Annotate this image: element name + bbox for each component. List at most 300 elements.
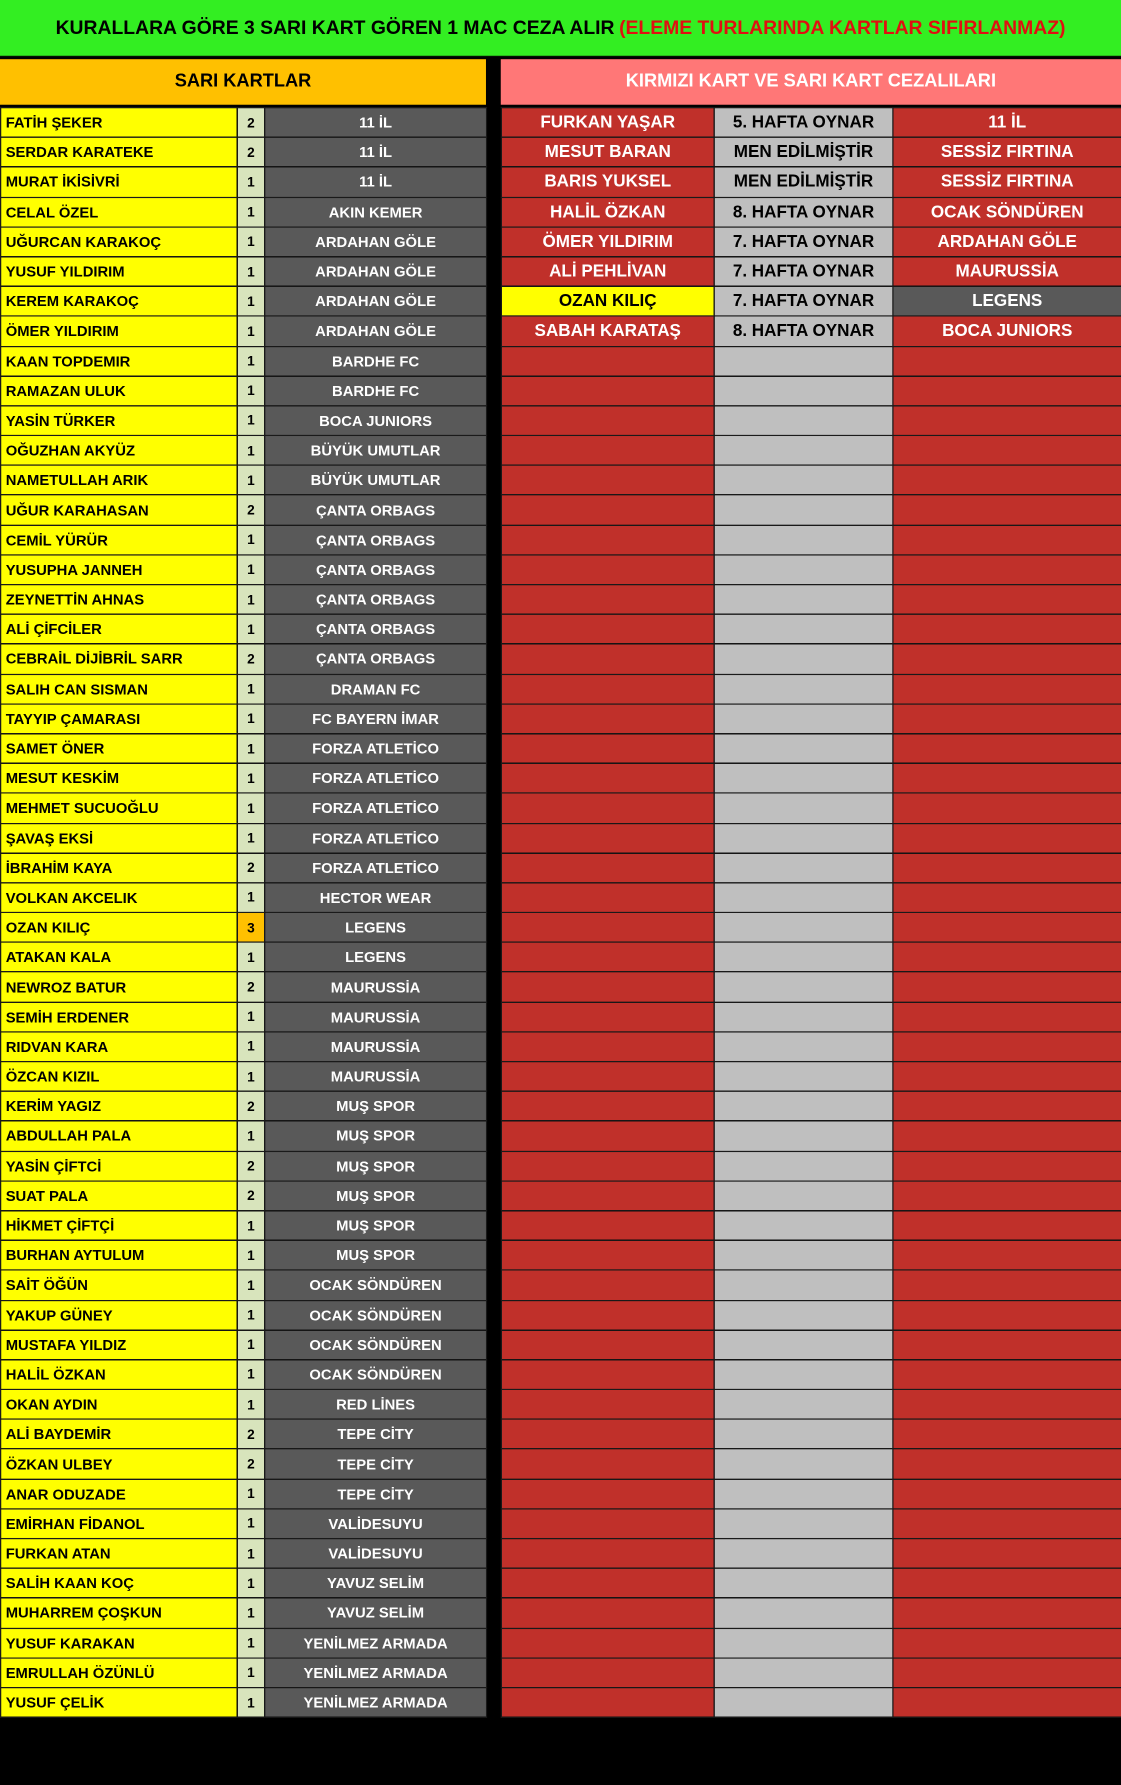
player-name[interactable]: TAYYIP ÇAMARASI bbox=[1, 704, 238, 734]
penalty-status[interactable] bbox=[714, 853, 893, 883]
penalty-player[interactable] bbox=[501, 704, 714, 734]
penalty-team[interactable] bbox=[893, 942, 1121, 972]
card-count[interactable]: 1 bbox=[237, 167, 264, 197]
player-name[interactable]: YUSUPHA JANNEH bbox=[1, 555, 238, 585]
penalty-player[interactable] bbox=[501, 793, 714, 823]
penalty-player[interactable] bbox=[501, 1091, 714, 1121]
team-name[interactable]: HECTOR WEAR bbox=[265, 883, 487, 913]
player-name[interactable]: YUSUF KARAKAN bbox=[1, 1628, 238, 1658]
penalty-status[interactable] bbox=[714, 1539, 893, 1569]
card-count[interactable]: 1 bbox=[237, 1270, 264, 1300]
penalty-status[interactable]: 8. HAFTA OYNAR bbox=[714, 316, 893, 346]
player-name[interactable]: OĞUZHAN AKYÜZ bbox=[1, 436, 238, 466]
player-name[interactable]: SUAT PALA bbox=[1, 1181, 238, 1211]
penalty-player[interactable]: SABAH KARATAŞ bbox=[501, 316, 714, 346]
card-count[interactable]: 1 bbox=[237, 525, 264, 555]
penalty-status[interactable] bbox=[714, 912, 893, 942]
team-name[interactable]: LEGENS bbox=[265, 942, 487, 972]
team-name[interactable]: ÇANTA ORBAGS bbox=[265, 614, 487, 644]
penalty-team[interactable] bbox=[893, 1181, 1121, 1211]
penalty-player[interactable] bbox=[501, 585, 714, 615]
card-count[interactable]: 1 bbox=[237, 1211, 264, 1241]
penalty-status[interactable] bbox=[714, 406, 893, 436]
card-count[interactable]: 1 bbox=[237, 1032, 264, 1062]
penalty-player[interactable] bbox=[501, 912, 714, 942]
card-count[interactable]: 1 bbox=[237, 197, 264, 227]
player-name[interactable]: MUSTAFA YILDIZ bbox=[1, 1330, 238, 1360]
penalty-status[interactable] bbox=[714, 1628, 893, 1658]
penalty-player[interactable] bbox=[501, 644, 714, 674]
team-name[interactable]: VALİDESUYU bbox=[265, 1509, 487, 1539]
penalty-status[interactable] bbox=[714, 1240, 893, 1270]
penalty-status[interactable] bbox=[714, 1151, 893, 1181]
card-count[interactable]: 1 bbox=[237, 883, 264, 913]
card-count[interactable]: 1 bbox=[237, 1300, 264, 1330]
penalty-status[interactable] bbox=[714, 376, 893, 406]
penalty-player[interactable] bbox=[501, 495, 714, 525]
penalty-status[interactable] bbox=[714, 972, 893, 1002]
player-name[interactable]: EMRULLAH ÖZÜNLÜ bbox=[1, 1658, 238, 1688]
team-name[interactable]: TEPE CİTY bbox=[265, 1419, 487, 1449]
penalty-player[interactable] bbox=[501, 883, 714, 913]
penalty-team[interactable] bbox=[893, 823, 1121, 853]
penalty-status[interactable] bbox=[714, 1389, 893, 1419]
card-count[interactable]: 2 bbox=[237, 108, 264, 138]
penalty-player[interactable] bbox=[501, 1240, 714, 1270]
penalty-team[interactable]: MAURUSSİA bbox=[893, 257, 1121, 287]
player-name[interactable]: ÖZCAN KIZIL bbox=[1, 1062, 238, 1092]
penalty-team[interactable] bbox=[893, 853, 1121, 883]
player-name[interactable]: MESUT KESKİM bbox=[1, 763, 238, 793]
penalty-team[interactable] bbox=[893, 972, 1121, 1002]
penalty-team[interactable] bbox=[893, 495, 1121, 525]
penalty-status[interactable] bbox=[714, 1062, 893, 1092]
penalty-status[interactable] bbox=[714, 1419, 893, 1449]
team-name[interactable]: ARDAHAN GÖLE bbox=[265, 316, 487, 346]
player-name[interactable]: SEMİH ERDENER bbox=[1, 1002, 238, 1032]
player-name[interactable]: YASİN ÇİFTCİ bbox=[1, 1151, 238, 1181]
penalty-player[interactable] bbox=[501, 1360, 714, 1390]
penalty-player[interactable] bbox=[501, 1419, 714, 1449]
penalty-team[interactable]: ARDAHAN GÖLE bbox=[893, 227, 1121, 257]
penalty-team[interactable] bbox=[893, 1300, 1121, 1330]
player-name[interactable]: CEBRAİL DİJİBRİL SARR bbox=[1, 644, 238, 674]
team-name[interactable]: BARDHE FC bbox=[265, 346, 487, 376]
card-count[interactable]: 2 bbox=[237, 644, 264, 674]
penalty-player[interactable] bbox=[501, 614, 714, 644]
card-count[interactable]: 2 bbox=[237, 1449, 264, 1479]
penalty-player[interactable]: ÖMER YILDIRIM bbox=[501, 227, 714, 257]
penalty-team[interactable]: SESSİZ FIRTINA bbox=[893, 137, 1121, 167]
card-count[interactable]: 1 bbox=[237, 555, 264, 585]
penalty-player[interactable] bbox=[501, 1628, 714, 1658]
penalty-player[interactable]: MESUT BARAN bbox=[501, 137, 714, 167]
penalty-team[interactable] bbox=[893, 734, 1121, 764]
card-count[interactable]: 1 bbox=[237, 674, 264, 704]
player-name[interactable]: YUSUF ÇELİK bbox=[1, 1688, 238, 1718]
team-name[interactable]: DRAMAN FC bbox=[265, 674, 487, 704]
player-name[interactable]: ÖZKAN ULBEY bbox=[1, 1449, 238, 1479]
card-count[interactable]: 2 bbox=[237, 1181, 264, 1211]
penalty-team[interactable] bbox=[893, 1002, 1121, 1032]
penalty-status[interactable] bbox=[714, 674, 893, 704]
player-name[interactable]: OKAN AYDIN bbox=[1, 1389, 238, 1419]
penalty-team[interactable]: OCAK SÖNDÜREN bbox=[893, 197, 1121, 227]
team-name[interactable]: MAURUSSİA bbox=[265, 972, 487, 1002]
player-name[interactable]: ZEYNETTİN AHNAS bbox=[1, 585, 238, 615]
penalty-team[interactable] bbox=[893, 1419, 1121, 1449]
player-name[interactable]: RIDVAN KARA bbox=[1, 1032, 238, 1062]
penalty-status[interactable]: 7. HAFTA OYNAR bbox=[714, 227, 893, 257]
penalty-status[interactable] bbox=[714, 1181, 893, 1211]
card-count[interactable]: 1 bbox=[237, 1389, 264, 1419]
card-count[interactable]: 1 bbox=[237, 1121, 264, 1151]
penalty-team[interactable] bbox=[893, 1658, 1121, 1688]
penalty-status[interactable] bbox=[714, 1270, 893, 1300]
penalty-team[interactable] bbox=[893, 674, 1121, 704]
penalty-player[interactable] bbox=[501, 1270, 714, 1300]
team-name[interactable]: MUŞ SPOR bbox=[265, 1181, 487, 1211]
penalty-team[interactable] bbox=[893, 763, 1121, 793]
penalty-team[interactable] bbox=[893, 614, 1121, 644]
penalty-player[interactable] bbox=[501, 1151, 714, 1181]
penalty-status[interactable] bbox=[714, 1509, 893, 1539]
penalty-player[interactable] bbox=[501, 823, 714, 853]
penalty-player[interactable]: OZAN KILIÇ bbox=[501, 286, 714, 316]
card-count[interactable]: 2 bbox=[237, 1151, 264, 1181]
penalty-team[interactable] bbox=[893, 793, 1121, 823]
penalty-status[interactable] bbox=[714, 346, 893, 376]
penalty-team[interactable] bbox=[893, 1479, 1121, 1509]
player-name[interactable]: SALIH CAN SISMAN bbox=[1, 674, 238, 704]
penalty-status[interactable] bbox=[714, 436, 893, 466]
card-count[interactable]: 2 bbox=[237, 1419, 264, 1449]
card-count[interactable]: 1 bbox=[237, 734, 264, 764]
penalty-status[interactable] bbox=[714, 793, 893, 823]
player-name[interactable]: SAİT ÖĞÜN bbox=[1, 1270, 238, 1300]
penalty-team[interactable] bbox=[893, 555, 1121, 585]
penalty-player[interactable] bbox=[501, 674, 714, 704]
penalty-status[interactable] bbox=[714, 704, 893, 734]
penalty-team[interactable] bbox=[893, 1389, 1121, 1419]
team-name[interactable]: FORZA ATLETİCO bbox=[265, 823, 487, 853]
team-name[interactable]: ARDAHAN GÖLE bbox=[265, 227, 487, 257]
player-name[interactable]: MUHARREM ÇOŞKUN bbox=[1, 1598, 238, 1628]
team-name[interactable]: FORZA ATLETİCO bbox=[265, 763, 487, 793]
team-name[interactable]: MUŞ SPOR bbox=[265, 1211, 487, 1241]
card-count[interactable]: 1 bbox=[237, 1688, 264, 1718]
team-name[interactable]: ARDAHAN GÖLE bbox=[265, 286, 487, 316]
card-count[interactable]: 1 bbox=[237, 406, 264, 436]
card-count[interactable]: 1 bbox=[237, 793, 264, 823]
card-count[interactable]: 1 bbox=[237, 1509, 264, 1539]
penalty-team[interactable] bbox=[893, 1598, 1121, 1628]
player-name[interactable]: UĞUR KARAHASAN bbox=[1, 495, 238, 525]
penalty-team[interactable] bbox=[893, 1270, 1121, 1300]
penalty-team[interactable] bbox=[893, 436, 1121, 466]
penalty-player[interactable] bbox=[501, 1062, 714, 1092]
penalty-player[interactable] bbox=[501, 376, 714, 406]
penalty-player[interactable] bbox=[501, 972, 714, 1002]
penalty-status[interactable] bbox=[714, 763, 893, 793]
penalty-player[interactable] bbox=[501, 1300, 714, 1330]
player-name[interactable]: MURAT İKİSİVRİ bbox=[1, 167, 238, 197]
player-name[interactable]: HALİL ÖZKAN bbox=[1, 1360, 238, 1390]
player-name[interactable]: KAAN TOPDEMIR bbox=[1, 346, 238, 376]
player-name[interactable]: ÖMER YILDIRIM bbox=[1, 316, 238, 346]
penalty-player[interactable] bbox=[501, 436, 714, 466]
penalty-player[interactable] bbox=[501, 1568, 714, 1598]
penalty-team[interactable] bbox=[893, 465, 1121, 495]
penalty-player[interactable] bbox=[501, 942, 714, 972]
penalty-team[interactable] bbox=[893, 1628, 1121, 1658]
penalty-player[interactable] bbox=[501, 1002, 714, 1032]
card-count[interactable]: 1 bbox=[237, 227, 264, 257]
player-name[interactable]: YASİN TÜRKER bbox=[1, 406, 238, 436]
card-count[interactable]: 1 bbox=[237, 346, 264, 376]
penalty-player[interactable] bbox=[501, 1509, 714, 1539]
penalty-team[interactable] bbox=[893, 1151, 1121, 1181]
player-name[interactable]: ALİ BAYDEMİR bbox=[1, 1419, 238, 1449]
penalty-status[interactable] bbox=[714, 1658, 893, 1688]
penalty-status[interactable] bbox=[714, 1449, 893, 1479]
penalty-team[interactable] bbox=[893, 1211, 1121, 1241]
team-name[interactable]: 11 İL bbox=[265, 167, 487, 197]
penalty-team[interactable] bbox=[893, 1539, 1121, 1569]
team-name[interactable]: BOCA JUNIORS bbox=[265, 406, 487, 436]
penalty-team[interactable] bbox=[893, 1688, 1121, 1718]
card-count[interactable]: 1 bbox=[237, 257, 264, 287]
player-name[interactable]: VOLKAN AKCELIK bbox=[1, 883, 238, 913]
team-name[interactable]: MAURUSSİA bbox=[265, 1002, 487, 1032]
penalty-player[interactable] bbox=[501, 1688, 714, 1718]
penalty-player[interactable]: HALİL ÖZKAN bbox=[501, 197, 714, 227]
player-name[interactable]: BURHAN AYTULUM bbox=[1, 1240, 238, 1270]
penalty-status[interactable] bbox=[714, 1598, 893, 1628]
player-name[interactable]: NEWROZ BATUR bbox=[1, 972, 238, 1002]
penalty-team[interactable] bbox=[893, 346, 1121, 376]
penalty-player[interactable] bbox=[501, 406, 714, 436]
team-name[interactable]: VALİDESUYU bbox=[265, 1539, 487, 1569]
penalty-team[interactable] bbox=[893, 1062, 1121, 1092]
player-name[interactable]: SALİH KAAN KOÇ bbox=[1, 1568, 238, 1598]
card-count[interactable]: 1 bbox=[237, 1658, 264, 1688]
team-name[interactable]: OCAK SÖNDÜREN bbox=[265, 1360, 487, 1390]
penalty-status[interactable]: 5. HAFTA OYNAR bbox=[714, 108, 893, 138]
penalty-status[interactable] bbox=[714, 1002, 893, 1032]
card-count[interactable]: 1 bbox=[237, 1568, 264, 1598]
penalty-player[interactable] bbox=[501, 465, 714, 495]
penalty-player[interactable] bbox=[501, 555, 714, 585]
team-name[interactable]: AKIN KEMER bbox=[265, 197, 487, 227]
player-name[interactable]: ANAR ODUZADE bbox=[1, 1479, 238, 1509]
penalty-player[interactable] bbox=[501, 1449, 714, 1479]
penalty-team[interactable] bbox=[893, 912, 1121, 942]
team-name[interactable]: ÇANTA ORBAGS bbox=[265, 644, 487, 674]
player-name[interactable]: CELAL ÖZEL bbox=[1, 197, 238, 227]
penalty-status[interactable]: 7. HAFTA OYNAR bbox=[714, 286, 893, 316]
player-name[interactable]: ABDULLAH PALA bbox=[1, 1121, 238, 1151]
card-count[interactable]: 1 bbox=[237, 1539, 264, 1569]
card-count[interactable]: 1 bbox=[237, 316, 264, 346]
player-name[interactable]: OZAN KILIÇ bbox=[1, 912, 238, 942]
penalty-status[interactable]: MEN EDİLMİŞTİR bbox=[714, 137, 893, 167]
team-name[interactable]: LEGENS bbox=[265, 912, 487, 942]
team-name[interactable]: ÇANTA ORBAGS bbox=[265, 495, 487, 525]
penalty-team[interactable] bbox=[893, 644, 1121, 674]
penalty-status[interactable] bbox=[714, 1211, 893, 1241]
team-name[interactable]: MAURUSSİA bbox=[265, 1062, 487, 1092]
team-name[interactable]: MUŞ SPOR bbox=[265, 1121, 487, 1151]
team-name[interactable]: YENİLMEZ ARMADA bbox=[265, 1658, 487, 1688]
card-count[interactable]: 1 bbox=[237, 1062, 264, 1092]
player-name[interactable]: FATİH ŞEKER bbox=[1, 108, 238, 138]
team-name[interactable]: ÇANTA ORBAGS bbox=[265, 585, 487, 615]
team-name[interactable]: TEPE CİTY bbox=[265, 1479, 487, 1509]
penalty-team[interactable] bbox=[893, 376, 1121, 406]
team-name[interactable]: BARDHE FC bbox=[265, 376, 487, 406]
penalty-player[interactable]: FURKAN YAŞAR bbox=[501, 108, 714, 138]
penalty-status[interactable] bbox=[714, 465, 893, 495]
penalty-team[interactable] bbox=[893, 406, 1121, 436]
penalty-player[interactable] bbox=[501, 734, 714, 764]
card-count[interactable]: 1 bbox=[237, 614, 264, 644]
player-name[interactable]: CEMİL YÜRÜR bbox=[1, 525, 238, 555]
penalty-team[interactable] bbox=[893, 1360, 1121, 1390]
penalty-player[interactable] bbox=[501, 1181, 714, 1211]
player-name[interactable]: KERİM YAGIZ bbox=[1, 1091, 238, 1121]
penalty-team[interactable]: SESSİZ FIRTINA bbox=[893, 167, 1121, 197]
penalty-status[interactable] bbox=[714, 644, 893, 674]
penalty-player[interactable] bbox=[501, 1330, 714, 1360]
player-name[interactable]: ALİ ÇİFCİLER bbox=[1, 614, 238, 644]
card-count[interactable]: 1 bbox=[237, 704, 264, 734]
penalty-status[interactable] bbox=[714, 495, 893, 525]
penalty-status[interactable] bbox=[714, 1330, 893, 1360]
penalty-status[interactable] bbox=[714, 942, 893, 972]
card-count[interactable]: 1 bbox=[237, 286, 264, 316]
player-name[interactable]: KEREM KARAKOÇ bbox=[1, 286, 238, 316]
card-count[interactable]: 1 bbox=[237, 942, 264, 972]
team-name[interactable]: FORZA ATLETİCO bbox=[265, 734, 487, 764]
penalty-status[interactable]: 7. HAFTA OYNAR bbox=[714, 257, 893, 287]
card-count[interactable]: 2 bbox=[237, 1091, 264, 1121]
penalty-team[interactable] bbox=[893, 1240, 1121, 1270]
penalty-team[interactable] bbox=[893, 1032, 1121, 1062]
penalty-team[interactable] bbox=[893, 1091, 1121, 1121]
penalty-status[interactable] bbox=[714, 585, 893, 615]
penalty-team[interactable]: 11 İL bbox=[893, 108, 1121, 138]
card-count[interactable]: 1 bbox=[237, 585, 264, 615]
team-name[interactable]: MUŞ SPOR bbox=[265, 1240, 487, 1270]
team-name[interactable]: YENİLMEZ ARMADA bbox=[265, 1628, 487, 1658]
penalty-player[interactable] bbox=[501, 1032, 714, 1062]
penalty-player[interactable] bbox=[501, 1479, 714, 1509]
penalty-status[interactable] bbox=[714, 1121, 893, 1151]
penalty-player[interactable] bbox=[501, 346, 714, 376]
card-count[interactable]: 1 bbox=[237, 1330, 264, 1360]
penalty-team[interactable] bbox=[893, 1330, 1121, 1360]
team-name[interactable]: ARDAHAN GÖLE bbox=[265, 257, 487, 287]
team-name[interactable]: FORZA ATLETİCO bbox=[265, 853, 487, 883]
team-name[interactable]: ÇANTA ORBAGS bbox=[265, 555, 487, 585]
penalty-status[interactable] bbox=[714, 734, 893, 764]
team-name[interactable]: BÜYÜK UMUTLAR bbox=[265, 465, 487, 495]
penalty-team[interactable] bbox=[893, 585, 1121, 615]
team-name[interactable]: MUŞ SPOR bbox=[265, 1151, 487, 1181]
card-count[interactable]: 1 bbox=[237, 465, 264, 495]
player-name[interactable]: ŞAVAŞ EKSİ bbox=[1, 823, 238, 853]
penalty-player[interactable] bbox=[501, 763, 714, 793]
player-name[interactable]: İBRAHİM KAYA bbox=[1, 853, 238, 883]
team-name[interactable]: OCAK SÖNDÜREN bbox=[265, 1330, 487, 1360]
penalty-status[interactable] bbox=[714, 823, 893, 853]
player-name[interactable]: YUSUF YILDIRIM bbox=[1, 257, 238, 287]
penalty-status[interactable] bbox=[714, 1479, 893, 1509]
penalty-team[interactable] bbox=[893, 1509, 1121, 1539]
team-name[interactable]: 11 İL bbox=[265, 137, 487, 167]
card-count[interactable]: 1 bbox=[237, 1002, 264, 1032]
card-count[interactable]: 1 bbox=[237, 823, 264, 853]
team-name[interactable]: ÇANTA ORBAGS bbox=[265, 525, 487, 555]
penalty-status[interactable] bbox=[714, 1688, 893, 1718]
card-count[interactable]: 1 bbox=[237, 1598, 264, 1628]
penalty-player[interactable] bbox=[501, 853, 714, 883]
player-name[interactable]: RAMAZAN ULUK bbox=[1, 376, 238, 406]
card-count[interactable]: 2 bbox=[237, 495, 264, 525]
player-name[interactable]: EMİRHAN FİDANOL bbox=[1, 1509, 238, 1539]
card-count[interactable]: 1 bbox=[237, 1240, 264, 1270]
team-name[interactable]: YAVUZ SELİM bbox=[265, 1598, 487, 1628]
penalty-team[interactable] bbox=[893, 1568, 1121, 1598]
card-count[interactable]: 2 bbox=[237, 137, 264, 167]
player-name[interactable]: UĞURCAN KARAKOÇ bbox=[1, 227, 238, 257]
player-name[interactable]: HİKMET ÇİFTÇİ bbox=[1, 1211, 238, 1241]
card-count[interactable]: 1 bbox=[237, 436, 264, 466]
penalty-team[interactable] bbox=[893, 1121, 1121, 1151]
penalty-status[interactable]: MEN EDİLMİŞTİR bbox=[714, 167, 893, 197]
penalty-status[interactable]: 8. HAFTA OYNAR bbox=[714, 197, 893, 227]
penalty-status[interactable] bbox=[714, 883, 893, 913]
player-name[interactable]: SAMET ÖNER bbox=[1, 734, 238, 764]
penalty-team[interactable]: LEGENS bbox=[893, 286, 1121, 316]
penalty-player[interactable]: BARIS YUKSEL bbox=[501, 167, 714, 197]
penalty-player[interactable] bbox=[501, 1389, 714, 1419]
penalty-team[interactable]: BOCA JUNIORS bbox=[893, 316, 1121, 346]
penalty-team[interactable] bbox=[893, 1449, 1121, 1479]
team-name[interactable]: 11 İL bbox=[265, 108, 487, 138]
penalty-status[interactable] bbox=[714, 555, 893, 585]
penalty-player[interactable] bbox=[501, 1121, 714, 1151]
team-name[interactable]: YAVUZ SELİM bbox=[265, 1568, 487, 1598]
player-name[interactable]: NAMETULLAH ARIK bbox=[1, 465, 238, 495]
card-count[interactable]: 1 bbox=[237, 376, 264, 406]
team-name[interactable]: FORZA ATLETİCO bbox=[265, 793, 487, 823]
penalty-player[interactable] bbox=[501, 1658, 714, 1688]
penalty-team[interactable] bbox=[893, 883, 1121, 913]
penalty-status[interactable] bbox=[714, 1091, 893, 1121]
card-count[interactable]: 1 bbox=[237, 1479, 264, 1509]
penalty-status[interactable] bbox=[714, 1360, 893, 1390]
penalty-player[interactable] bbox=[501, 525, 714, 555]
card-count[interactable]: 1 bbox=[237, 1360, 264, 1390]
team-name[interactable]: FC BAYERN İMAR bbox=[265, 704, 487, 734]
card-count[interactable]: 1 bbox=[237, 763, 264, 793]
player-name[interactable]: ATAKAN KALA bbox=[1, 942, 238, 972]
penalty-team[interactable] bbox=[893, 704, 1121, 734]
card-count[interactable]: 2 bbox=[237, 853, 264, 883]
penalty-status[interactable] bbox=[714, 614, 893, 644]
